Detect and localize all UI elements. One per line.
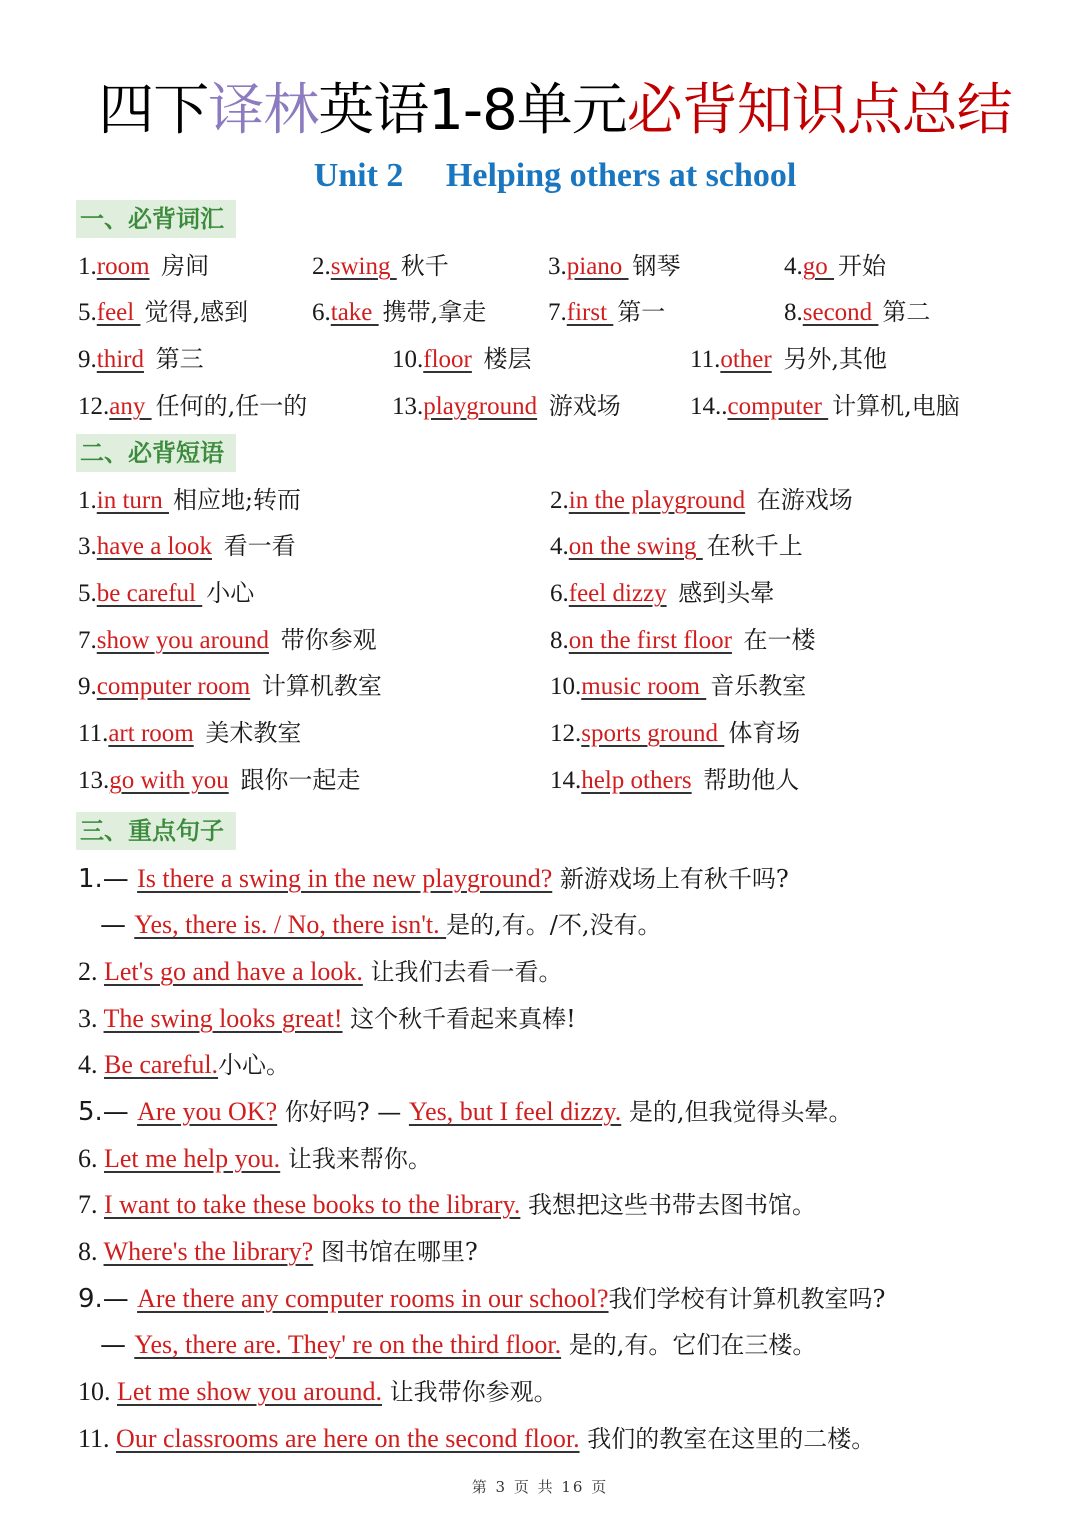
vocab-row <box>78 386 1020 426</box>
phrase-item <box>78 480 301 521</box>
vocab-item <box>312 292 486 333</box>
sentence-english: Yes, but I feel dizzy. <box>408 1097 622 1126</box>
item-number: 12. <box>78 393 110 420</box>
page-footer: 第 3 页 共 16 页 <box>471 1478 609 1496</box>
vocab-item <box>312 246 449 287</box>
sentence-prefix: 6. <box>78 1144 104 1173</box>
item-chinese: 觉得,感到 <box>144 298 249 326</box>
item-number: 3. <box>78 533 97 560</box>
item-english: go <box>802 253 834 280</box>
sentence-prefix: 11. <box>78 1424 117 1453</box>
item-number: 2. <box>312 253 331 280</box>
item-chinese: 帮助他人 <box>695 766 800 794</box>
phrase-item <box>78 666 382 707</box>
vocab-row <box>78 339 1020 379</box>
sentence-prefix: 5.— <box>78 1097 138 1127</box>
section-header-phrases: 二、必背短语 <box>76 434 236 472</box>
sentence-chinese: 这个秋千看起来真棒! <box>342 1005 576 1033</box>
phrase-item <box>78 713 301 754</box>
sentence-item <box>78 1371 1040 1413</box>
sentence-chinese: 是的,有。它们在三楼。 <box>561 1331 817 1359</box>
item-chinese: 楼层 <box>475 345 532 373</box>
item-english: swing <box>330 253 397 280</box>
phrase-row <box>78 666 1020 706</box>
item-number: 5. <box>78 299 97 326</box>
item-chinese: 计算机,电脑 <box>832 392 960 420</box>
item-english: feel dizzy <box>568 580 667 607</box>
sentence-chinese: 让我带你参观。 <box>382 1378 558 1406</box>
item-number: 10. <box>392 346 424 373</box>
sentence-english: Where's the library? <box>103 1237 314 1266</box>
title-part-1: 四下 <box>98 78 209 143</box>
sentence-english: Yes, there are. They' re on the third floor. <box>134 1330 562 1359</box>
sentence-prefix: — <box>100 1330 135 1360</box>
sentence-english: Our classrooms are here on the second floor. <box>116 1424 580 1453</box>
item-number: 3. <box>548 253 567 280</box>
item-english: sports ground <box>581 720 725 747</box>
sentence-chinese: 是的,有。/不,没有。 <box>446 911 662 939</box>
title-part-3: 英语1-8单元 <box>318 78 627 143</box>
item-number: 14. <box>550 767 582 794</box>
sentence-prefix: 2. <box>78 957 104 986</box>
phrase-row <box>78 620 1020 660</box>
sentence-prefix: — <box>100 910 135 940</box>
item-chinese: 携带,拿走 <box>382 298 487 326</box>
phrase-row <box>78 526 1020 566</box>
sentence-prefix: 1.— <box>78 864 138 894</box>
item-english: take <box>330 299 379 326</box>
sentence-item <box>78 858 1040 900</box>
sentence-prefix: 10. <box>78 1377 117 1406</box>
item-chinese: 在一楼 <box>735 626 816 654</box>
item-number: 12. <box>550 720 582 747</box>
sentence-english: Yes, there is. / No, there isn't. <box>134 910 447 939</box>
sentence-chinese: 我们学校有计算机教室吗? <box>608 1285 886 1313</box>
sentence-chinese: 图书馆在哪里? <box>313 1238 478 1266</box>
item-chinese: 游戏场 <box>541 392 621 420</box>
item-english: go with you <box>109 767 229 794</box>
vocab-item <box>690 339 887 380</box>
item-english: computer <box>727 393 829 420</box>
sentence-english: Let's go and have a look. <box>104 957 363 986</box>
item-english: any <box>109 393 152 420</box>
item-english: in the playground <box>568 487 746 514</box>
item-chinese: 房间 <box>153 252 210 280</box>
sentence-item <box>78 1091 1040 1133</box>
sentence-english: Are there any computer rooms in our school? <box>137 1284 609 1313</box>
vocab-item <box>78 292 248 333</box>
sentence-chinese: 小心。 <box>218 1051 291 1079</box>
sentence-prefix: 4. <box>78 1050 104 1079</box>
section-header-sentences: 三、重点句子 <box>76 812 236 850</box>
vocab-item <box>548 246 681 287</box>
vocab-item <box>392 339 532 380</box>
phrase-row <box>78 760 1020 800</box>
item-chinese: 第三 <box>147 345 204 373</box>
sentence-item <box>100 1324 1040 1366</box>
item-chinese: 相应地;转而 <box>172 486 302 514</box>
item-number: 9. <box>78 346 97 373</box>
phrase-row <box>78 713 1020 753</box>
item-english: playground <box>423 393 538 420</box>
phrase-item <box>550 526 803 567</box>
page-title <box>0 72 1080 150</box>
item-number: 7. <box>78 627 97 654</box>
vocab-row <box>78 246 1020 286</box>
item-number: 1. <box>78 253 97 280</box>
item-english: show you around <box>96 627 269 654</box>
sentence-item <box>78 1278 1040 1320</box>
sentence-english: Let me show you around. <box>117 1377 383 1406</box>
item-number: 2. <box>550 487 569 514</box>
vocab-item <box>784 292 930 333</box>
item-chinese: 跟你一起走 <box>232 766 361 794</box>
sentence-chinese: 你好吗? — <box>277 1098 409 1126</box>
vocab-row <box>78 292 1020 332</box>
item-number: 4. <box>784 253 803 280</box>
item-english: other <box>720 346 772 373</box>
item-chinese: 第二 <box>882 298 931 326</box>
sentence-item <box>100 904 1040 946</box>
phrase-item <box>550 713 800 754</box>
sentence-chinese: 是的,但我觉得头晕。 <box>621 1098 853 1126</box>
item-english: computer room <box>96 673 251 700</box>
item-number: 10. <box>550 673 582 700</box>
phrase-row <box>78 480 1020 520</box>
item-number: 13. <box>392 393 424 420</box>
item-english: floor <box>423 346 472 373</box>
item-number: 5. <box>78 580 97 607</box>
vocab-item <box>392 386 621 427</box>
item-english: music room <box>581 673 707 700</box>
item-chinese: 秋千 <box>400 252 449 280</box>
item-english: on the first floor <box>568 627 732 654</box>
sentence-prefix: 3. <box>78 1004 104 1033</box>
item-number: 8. <box>784 299 803 326</box>
sentence-english: Are you OK? <box>137 1097 278 1126</box>
item-number: 4. <box>550 533 569 560</box>
item-chinese: 钢琴 <box>632 252 681 280</box>
item-chinese: 看一看 <box>215 532 296 560</box>
sentence-item <box>78 1138 1040 1180</box>
item-english: room <box>96 253 150 280</box>
sentence-prefix: 9.— <box>78 1284 138 1314</box>
phrase-item <box>550 760 799 801</box>
phrase-row <box>78 573 1020 613</box>
item-number: 6. <box>550 580 569 607</box>
item-number: 9. <box>78 673 97 700</box>
sentence-chinese: 让我来帮你。 <box>280 1145 432 1173</box>
vocab-item <box>78 246 209 287</box>
sentence-chinese: 让我们去看一看。 <box>362 958 563 986</box>
unit-title: Unit 2 Helping others at school <box>313 157 797 194</box>
item-number: 13. <box>78 767 110 794</box>
item-english: third <box>96 346 144 373</box>
item-english: help others <box>581 767 692 794</box>
item-chinese: 计算机教室 <box>254 672 382 700</box>
item-chinese: 带你参观 <box>272 626 377 654</box>
phrase-item <box>78 526 296 567</box>
sentence-chinese: 新游戏场上有秋千吗? <box>552 865 789 893</box>
item-number: 1. <box>78 487 97 514</box>
sentence-english: The swing looks great! <box>103 1004 343 1033</box>
phrase-item <box>550 620 816 661</box>
sentence-item <box>78 1044 1040 1086</box>
item-english: piano <box>566 253 629 280</box>
vocab-item <box>784 246 886 287</box>
sentence-chinese: 我想把这些书带去图书馆。 <box>520 1191 817 1219</box>
sentence-item <box>78 998 1040 1040</box>
sentence-item <box>78 1231 1040 1273</box>
sentence-english: Let me help you. <box>104 1144 281 1173</box>
vocab-item <box>78 386 307 427</box>
item-chinese: 在秋千上 <box>706 532 803 560</box>
item-english: first <box>566 299 614 326</box>
item-english: feel <box>96 299 141 326</box>
item-number: 8. <box>550 627 569 654</box>
item-chinese: 体育场 <box>728 719 801 747</box>
phrase-item <box>550 573 774 614</box>
item-number: 14.. <box>690 393 728 420</box>
phrase-item <box>550 666 806 707</box>
item-number: 11. <box>78 720 109 747</box>
item-number: 6. <box>312 299 331 326</box>
item-english: have a look <box>96 533 212 560</box>
phrase-item <box>78 573 254 614</box>
item-english: second <box>802 299 879 326</box>
item-english: be careful <box>96 580 203 607</box>
sentence-prefix: 8. <box>78 1237 104 1266</box>
item-chinese: 开始 <box>838 252 886 280</box>
phrase-item <box>550 480 853 521</box>
sentence-english: Be careful. <box>104 1050 219 1079</box>
item-chinese: 感到头晕 <box>670 579 775 607</box>
title-part-2: 译林 <box>208 78 319 143</box>
item-chinese: 音乐教室 <box>710 672 807 700</box>
section-header-vocab: 一、必背词汇 <box>76 200 236 238</box>
sentence-item <box>78 951 1040 993</box>
phrase-item <box>78 760 360 801</box>
item-english: art room <box>108 720 194 747</box>
item-chinese: 小心 <box>206 579 255 607</box>
sentence-item <box>78 1184 1040 1226</box>
item-chinese: 另外,其他 <box>775 345 887 373</box>
sentence-chinese: 我们的教室在这里的二楼。 <box>579 1425 876 1453</box>
vocab-item <box>78 339 204 380</box>
item-chinese: 第一 <box>617 298 666 326</box>
item-english: in turn <box>96 487 169 514</box>
sentence-item <box>78 1418 1040 1460</box>
sentence-english: I want to take these books to the library. <box>104 1190 521 1219</box>
item-chinese: 美术教室 <box>197 719 302 747</box>
sentence-prefix: 7. <box>78 1190 104 1219</box>
item-english: on the swing <box>568 533 703 560</box>
item-chinese: 在游戏场 <box>749 486 853 514</box>
item-number: 7. <box>548 299 567 326</box>
sentence-english: Is there a swing in the new playground? <box>137 864 553 893</box>
vocab-item <box>548 292 665 333</box>
vocab-item <box>690 386 960 427</box>
item-chinese: 任何的,任一的 <box>155 392 308 420</box>
phrase-item <box>78 620 377 661</box>
title-part-4: 必背知识点总结 <box>626 78 1012 143</box>
item-number: 11. <box>690 346 721 373</box>
